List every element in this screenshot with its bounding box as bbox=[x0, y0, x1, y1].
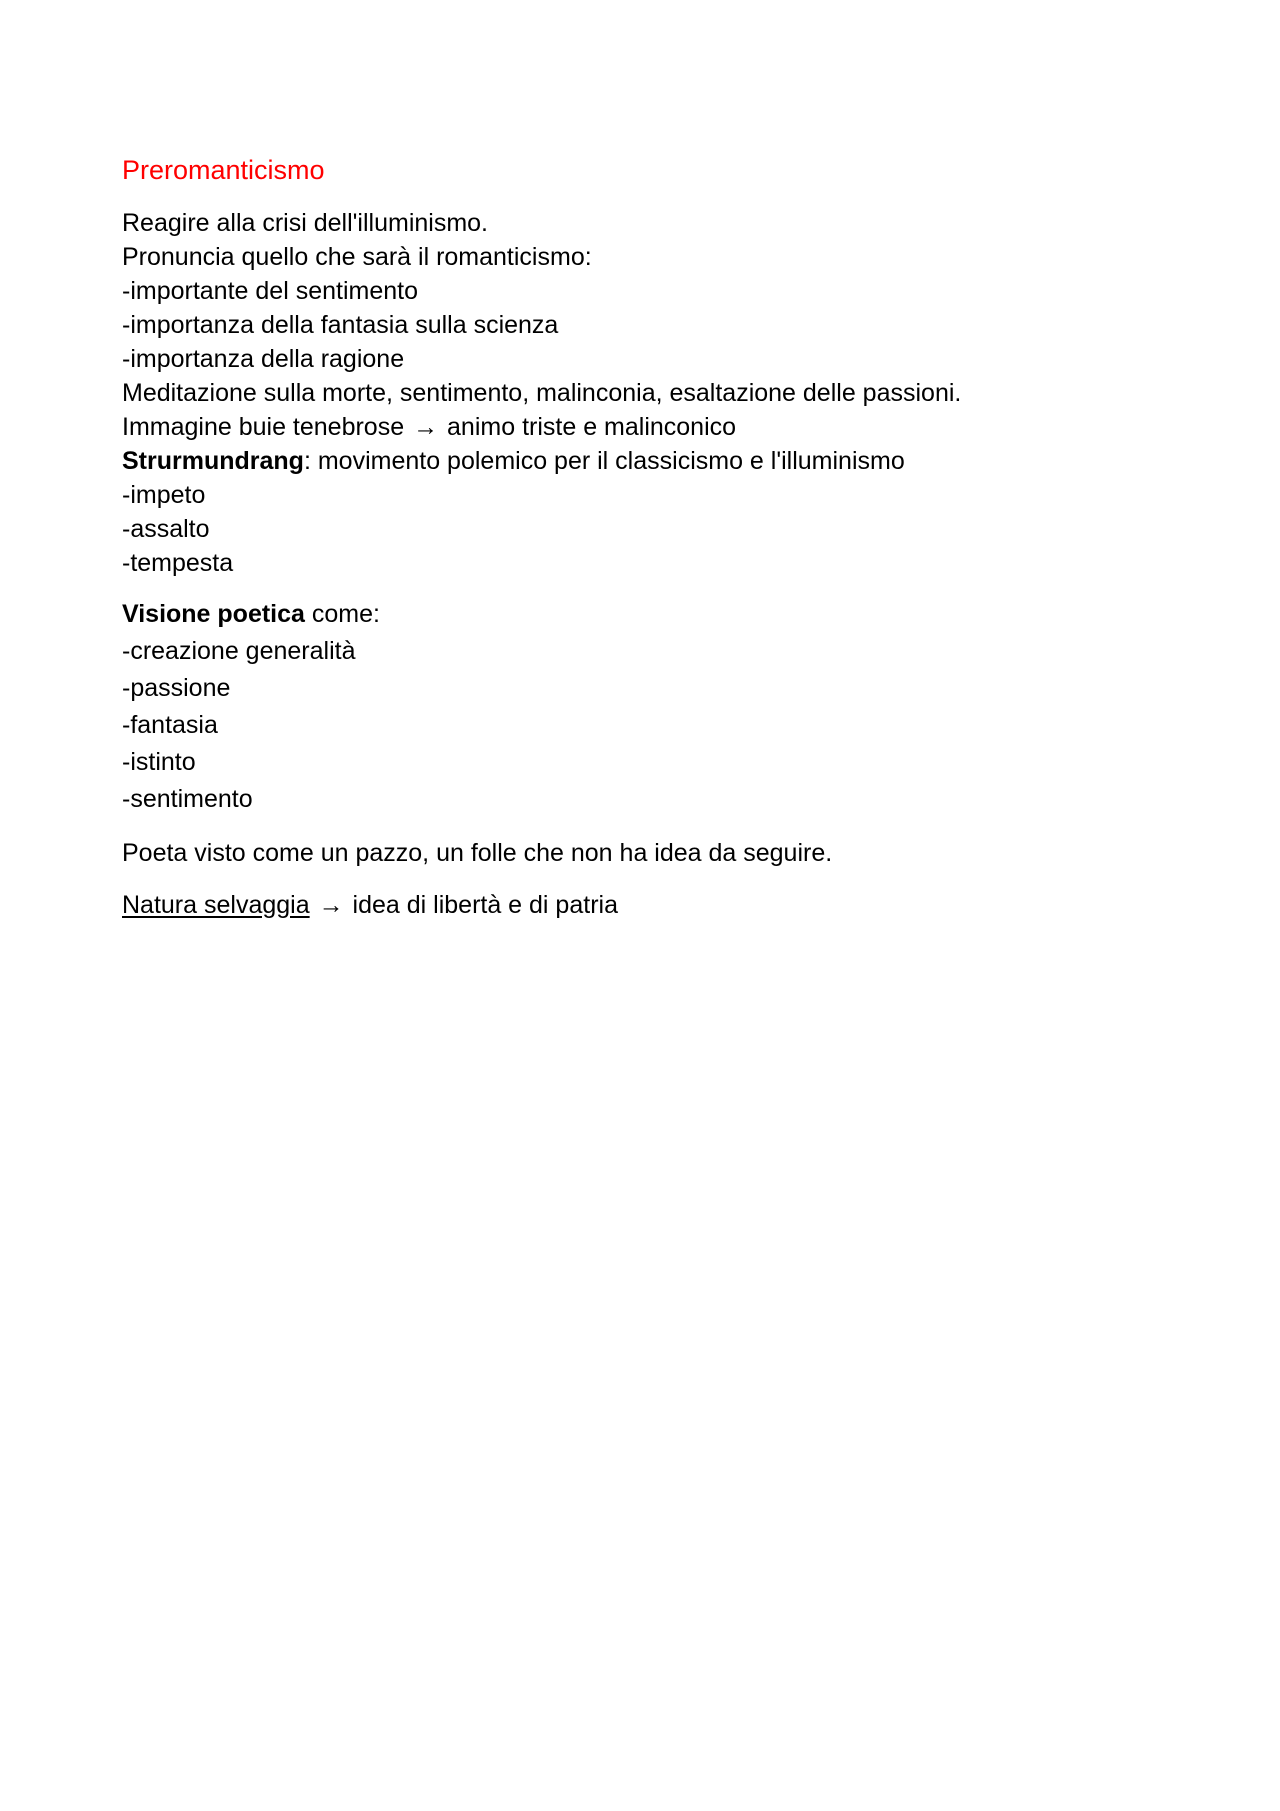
strurm-line bbox=[122, 444, 1162, 478]
visione-term: Visione poetica bbox=[122, 600, 305, 628]
natura-term: Natura selvaggia bbox=[122, 891, 310, 919]
immagine-result: animo triste e malinconico bbox=[447, 413, 737, 441]
visione-item: -sentimento bbox=[122, 785, 253, 813]
immagine-text: Immagine buie tenebrose bbox=[122, 413, 405, 441]
strurm-term: Strurmundrang bbox=[122, 447, 304, 475]
strurm-definition: : movimento polemico per il classicismo e l'illuminismo bbox=[303, 447, 905, 475]
visione-item: -istinto bbox=[122, 748, 196, 776]
immagine-line bbox=[122, 410, 1162, 444]
intro-line: -importante del sentimento bbox=[122, 277, 418, 305]
natura-line bbox=[122, 888, 1162, 922]
poeta-line: Poeta visto come un pazzo, un folle che non ha idea da seguire. bbox=[122, 839, 833, 867]
intro-line: Reagire alla crisi dell'illuminismo. bbox=[122, 209, 489, 237]
strurm-item: -impeto bbox=[122, 481, 206, 509]
visione-item: -passione bbox=[122, 674, 231, 702]
intro-block bbox=[122, 206, 1162, 580]
document-title: Preromanticismo bbox=[122, 155, 325, 185]
visione-heading bbox=[122, 596, 1162, 633]
natura-result: idea di libertà e di patria bbox=[352, 891, 618, 919]
intro-line: Pronuncia quello che sarà il romanticismo: bbox=[122, 243, 592, 271]
visione-item: -creazione generalità bbox=[122, 637, 356, 665]
visione-rest: come: bbox=[304, 600, 380, 628]
visione-block bbox=[122, 596, 1162, 818]
poeta-paragraph bbox=[122, 836, 1162, 870]
strurm-item: -tempesta bbox=[122, 549, 234, 577]
visione-item: -fantasia bbox=[122, 711, 218, 739]
arrow-right-icon: → bbox=[318, 891, 344, 919]
arrow-right-icon: → bbox=[413, 413, 439, 441]
intro-line: -importanza della ragione bbox=[122, 345, 405, 373]
strurm-item: -assalto bbox=[122, 515, 210, 543]
intro-line: -importanza della fantasia sulla scienza bbox=[122, 311, 559, 339]
natura-paragraph bbox=[122, 888, 1162, 922]
intro-line: Meditazione sulla morte, sentimento, malinconia, esaltazione delle passioni. bbox=[122, 379, 962, 407]
document-page bbox=[122, 152, 1162, 922]
